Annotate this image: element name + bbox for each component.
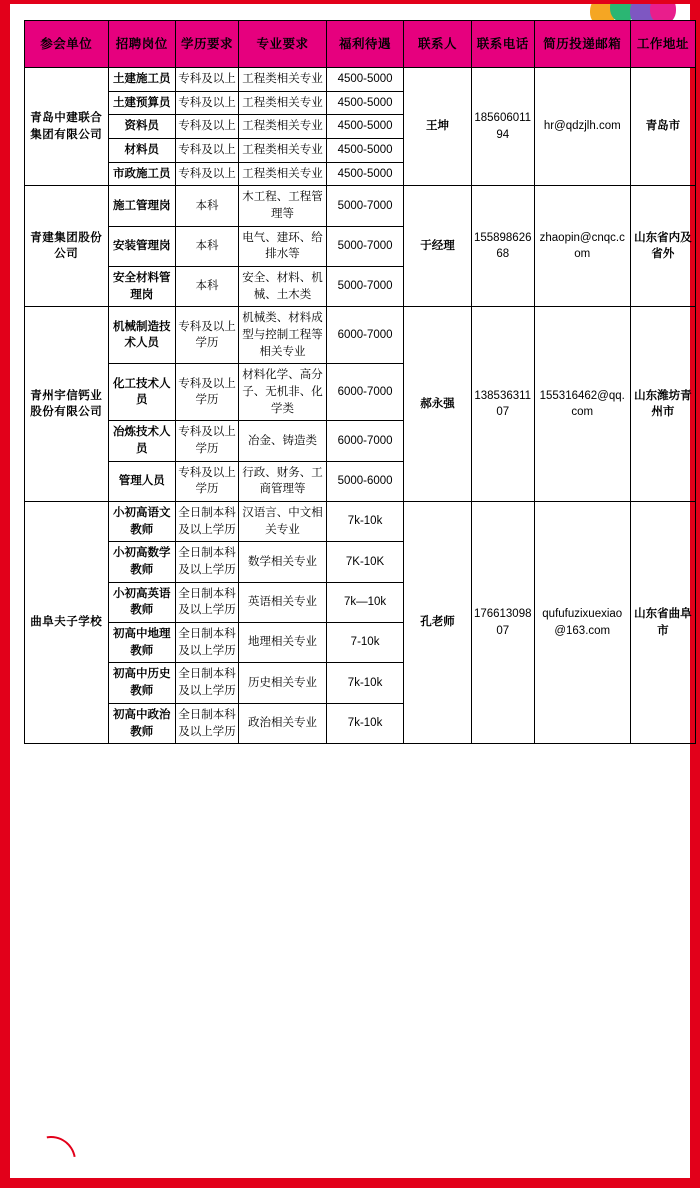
cell-phone: 18560601194 (471, 68, 534, 186)
column-header-education: 学历要求 (175, 21, 238, 68)
cell-education: 专科及以上 (175, 115, 238, 139)
cell-major: 冶金、铸造类 (239, 421, 327, 461)
cell-education: 专科及以上 (175, 139, 238, 163)
cell-major: 地理相关专业 (239, 623, 327, 663)
cell-major: 电气、建环、给排水等 (239, 226, 327, 266)
cell-education: 全日制本科及以上学历 (175, 703, 238, 743)
cell-education: 专科及以上学历 (175, 461, 238, 501)
cell-salary: 6000-7000 (326, 364, 404, 421)
cell-major: 安全、材料、机械、土木类 (239, 267, 327, 307)
column-header-phone: 联系电话 (471, 21, 534, 68)
cell-salary: 7-10k (326, 623, 404, 663)
cell-salary: 7K-10K (326, 542, 404, 582)
cell-company: 曲阜夫子学校 (25, 502, 109, 744)
cell-phone: 15589862668 (471, 186, 534, 307)
table-header-row (25, 21, 696, 68)
cell-major: 工程类相关专业 (239, 115, 327, 139)
table-row (25, 68, 696, 92)
cell-post: 资料员 (108, 115, 175, 139)
cell-email: qufufuzixuexiao@163.com (534, 502, 630, 744)
cell-salary: 4500-5000 (326, 68, 404, 92)
cell-major: 工程类相关专业 (239, 162, 327, 186)
cell-phone: 13853631107 (471, 307, 534, 502)
cell-salary: 5000-7000 (326, 267, 404, 307)
cell-company: 青岛中建联合集团有限公司 (25, 68, 109, 186)
cell-education: 专科及以上 (175, 162, 238, 186)
corner-swirl-decoration (20, 1128, 90, 1168)
cell-education: 全日制本科及以上学历 (175, 502, 238, 542)
cell-location: 山东潍坊青州市 (630, 307, 695, 502)
cell-post: 小初高英语教师 (108, 582, 175, 622)
cell-major: 政治相关专业 (239, 703, 327, 743)
cell-major: 工程类相关专业 (239, 68, 327, 92)
cell-major: 行政、财务、工商管理等 (239, 461, 327, 501)
column-header-salary: 福利待遇 (326, 21, 404, 68)
cell-education: 专科及以上 (175, 68, 238, 92)
cell-contact: 郝永强 (404, 307, 471, 502)
cell-education: 本科 (175, 186, 238, 226)
cell-salary: 7k-10k (326, 663, 404, 703)
cell-location: 山东省曲阜市 (630, 502, 695, 744)
cell-major: 数学相关专业 (239, 542, 327, 582)
cell-post: 安全材料管理岗 (108, 267, 175, 307)
cell-salary: 6000-7000 (326, 307, 404, 364)
cell-post: 施工管理岗 (108, 186, 175, 226)
cell-post: 土建施工员 (108, 68, 175, 92)
cell-email: 155316462@qq.com (534, 307, 630, 502)
column-header-major: 专业要求 (239, 21, 327, 68)
cell-location: 青岛市 (630, 68, 695, 186)
cell-contact: 孔老师 (404, 502, 471, 744)
cell-education: 全日制本科及以上学历 (175, 542, 238, 582)
cell-major: 木工程、工程管理等 (239, 186, 327, 226)
cell-post: 初高中地理教师 (108, 623, 175, 663)
cell-post: 机械制造技术人员 (108, 307, 175, 364)
cell-post: 初高中政治教师 (108, 703, 175, 743)
cell-company: 青州宇信钙业股份有限公司 (25, 307, 109, 502)
cell-contact: 王坤 (404, 68, 471, 186)
cell-education: 专科及以上 (175, 91, 238, 115)
cell-email: hr@qdzjlh.com (534, 68, 630, 186)
cell-major: 历史相关专业 (239, 663, 327, 703)
cell-education: 专科及以上学历 (175, 307, 238, 364)
column-header-contact: 联系人 (404, 21, 471, 68)
cell-salary: 4500-5000 (326, 91, 404, 115)
cell-post: 材料员 (108, 139, 175, 163)
cell-major: 材料化学、高分子、无机非、化学类 (239, 364, 327, 421)
cell-salary: 7k-10k (326, 703, 404, 743)
cell-education: 本科 (175, 226, 238, 266)
cell-major: 工程类相关专业 (239, 91, 327, 115)
cell-location: 山东省内及省外 (630, 186, 695, 307)
cell-salary: 7k—10k (326, 582, 404, 622)
cell-education: 全日制本科及以上学历 (175, 663, 238, 703)
table-row (25, 502, 696, 542)
cell-post: 小初高数学教师 (108, 542, 175, 582)
cell-email: zhaopin@cnqc.com (534, 186, 630, 307)
cell-salary: 4500-5000 (326, 115, 404, 139)
table-row (25, 186, 696, 226)
cell-education: 本科 (175, 267, 238, 307)
cell-salary: 5000-7000 (326, 186, 404, 226)
cell-post: 冶炼技术人员 (108, 421, 175, 461)
cell-salary: 7k-10k (326, 502, 404, 542)
cell-major: 工程类相关专业 (239, 139, 327, 163)
cell-salary: 5000-6000 (326, 461, 404, 501)
cell-post: 小初高语文教师 (108, 502, 175, 542)
cell-salary: 5000-7000 (326, 226, 404, 266)
cell-post: 市政施工员 (108, 162, 175, 186)
column-header-company: 参会单位 (25, 21, 109, 68)
cell-education: 专科及以上学历 (175, 364, 238, 421)
cell-major: 汉语言、中文相关专业 (239, 502, 327, 542)
job-listing-table (24, 20, 696, 744)
cell-contact: 于经理 (404, 186, 471, 307)
cell-major: 英语相关专业 (239, 582, 327, 622)
cell-education: 专科及以上学历 (175, 421, 238, 461)
cell-salary: 4500-5000 (326, 162, 404, 186)
column-header-email: 简历投递邮箱 (534, 21, 630, 68)
cell-phone: 17661309807 (471, 502, 534, 744)
cell-post: 土建预算员 (108, 91, 175, 115)
cell-education: 全日制本科及以上学历 (175, 582, 238, 622)
cell-major: 机械类、材料成型与控制工程等相关专业 (239, 307, 327, 364)
column-header-post: 招聘岗位 (108, 21, 175, 68)
cell-education: 全日制本科及以上学历 (175, 623, 238, 663)
table-row (25, 307, 696, 364)
cell-post: 管理人员 (108, 461, 175, 501)
cell-post: 安装管理岗 (108, 226, 175, 266)
job-listing-table-container (24, 20, 696, 744)
cell-salary: 6000-7000 (326, 421, 404, 461)
cell-company: 青建集团股份公司 (25, 186, 109, 307)
cell-salary: 4500-5000 (326, 139, 404, 163)
cell-post: 化工技术人员 (108, 364, 175, 421)
cell-post: 初高中历史教师 (108, 663, 175, 703)
column-header-location: 工作地址 (630, 21, 695, 68)
